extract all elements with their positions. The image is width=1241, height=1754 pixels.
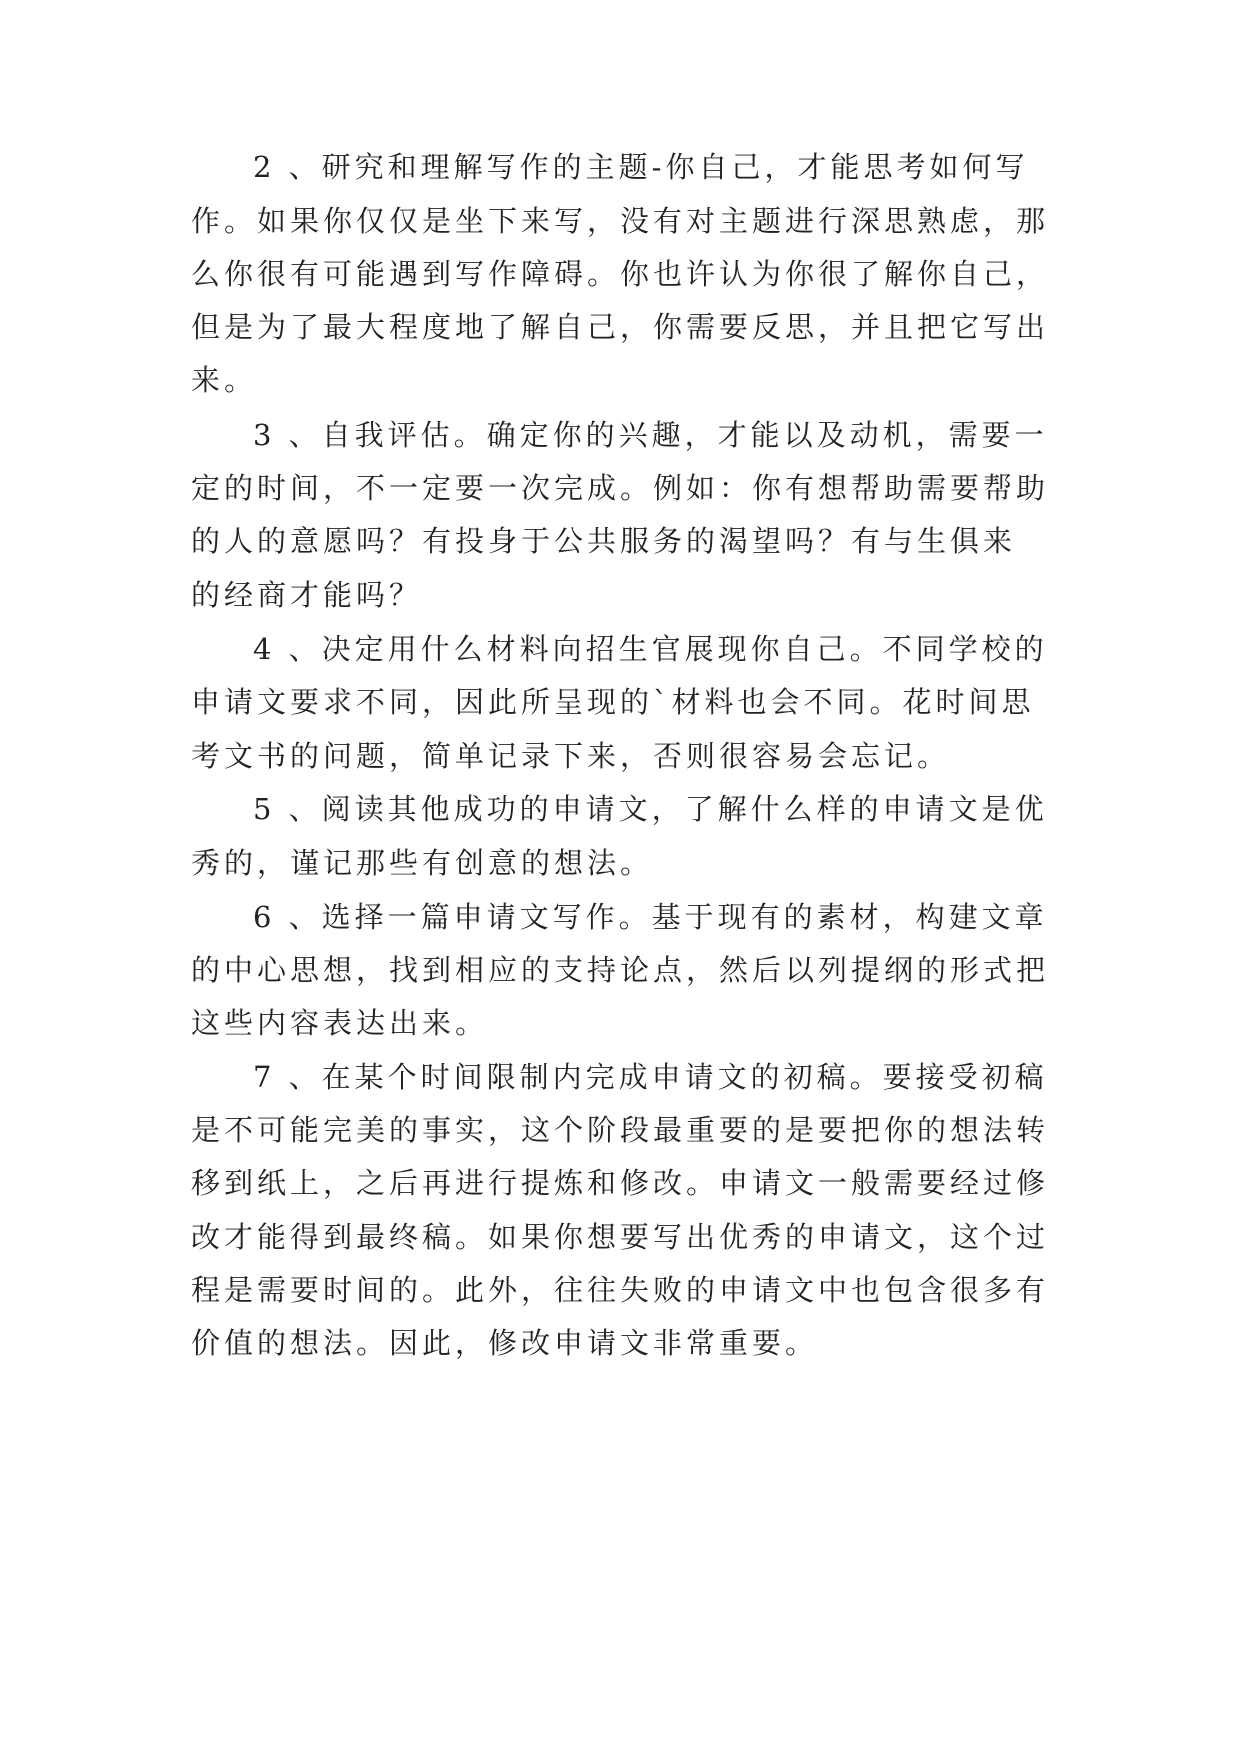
paragraph-2-line-2: 定的时间，不一定要一次完成。例如：你有想帮助需要帮助 bbox=[191, 471, 1050, 505]
paragraph-1-line-4: 但是为了最大程度地了解自己，你需要反思，并且把它写出 bbox=[191, 310, 1050, 344]
paragraph-1-line-3: 么你很有可能遇到写作障碍。你也许认为你很了解你自己， bbox=[191, 257, 1050, 291]
paragraph-4-line-1: 5 、阅读其他成功的申请文，了解什么样的申请文是优 bbox=[253, 792, 1048, 826]
paragraph-5-line-2: 的中心思想，找到相应的支持论点，然后以列提纲的形式把 bbox=[191, 953, 1050, 987]
paragraph-3-line-2: 申请文要求不同，因此所呈现的`材料也会不同。花时间思 bbox=[191, 685, 1035, 719]
paragraph-2-line-1: 3 、自我评估。确定你的兴趣，才能以及动机，需要一 bbox=[253, 418, 1048, 452]
paragraph-1-line-2: 作。如果你仅仅是坐下来写，没有对主题进行深思熟虑，那 bbox=[191, 204, 1050, 238]
paragraph-1-line-1: 2 、研究和理解写作的主题-你自己，才能思考如何写 bbox=[253, 150, 1029, 184]
paragraph-5-line-3: 这些内容表达出来。 bbox=[191, 1006, 489, 1040]
paragraph-2-line-4: 的经商才能吗？ bbox=[191, 578, 423, 612]
paragraph-1-line-5: 来。 bbox=[191, 363, 258, 397]
paragraph-5-line-1: 6 、选择一篇申请文写作。基于现有的素材，构建文章 bbox=[253, 900, 1048, 934]
paragraph-6-line-1: 7 、在某个时间限制内完成申请文的初稿。要接受初稿 bbox=[253, 1060, 1048, 1094]
paragraph-3-line-1: 4 、决定用什么材料向招生官展现你自己。不同学校的 bbox=[253, 632, 1048, 666]
paragraph-6-line-6: 价值的想法。因此，修改申请文非常重要。 bbox=[191, 1326, 819, 1360]
paragraph-6-line-2: 是不可能完美的事实，这个阶段最重要的是要把你的想法转 bbox=[191, 1113, 1050, 1147]
paragraph-2-line-3: 的人的意愿吗？有投身于公共服务的渴望吗？有与生俱来 bbox=[191, 524, 1017, 558]
paragraph-6-line-4: 改才能得到最终稿。如果你想要写出优秀的申请文，这个过 bbox=[191, 1220, 1050, 1254]
paragraph-3-line-3: 考文书的问题，简单记录下来，否则很容易会忘记。 bbox=[191, 739, 951, 773]
paragraph-6-line-3: 移到纸上，之后再进行提炼和修改。申请文一般需要经过修 bbox=[191, 1166, 1050, 1200]
paragraph-6-line-5: 程是需要时间的。此外，往往失败的申请文中也包含很多有 bbox=[191, 1273, 1050, 1307]
paragraph-4-line-2: 秀的，谨记那些有创意的想法。 bbox=[191, 846, 654, 880]
